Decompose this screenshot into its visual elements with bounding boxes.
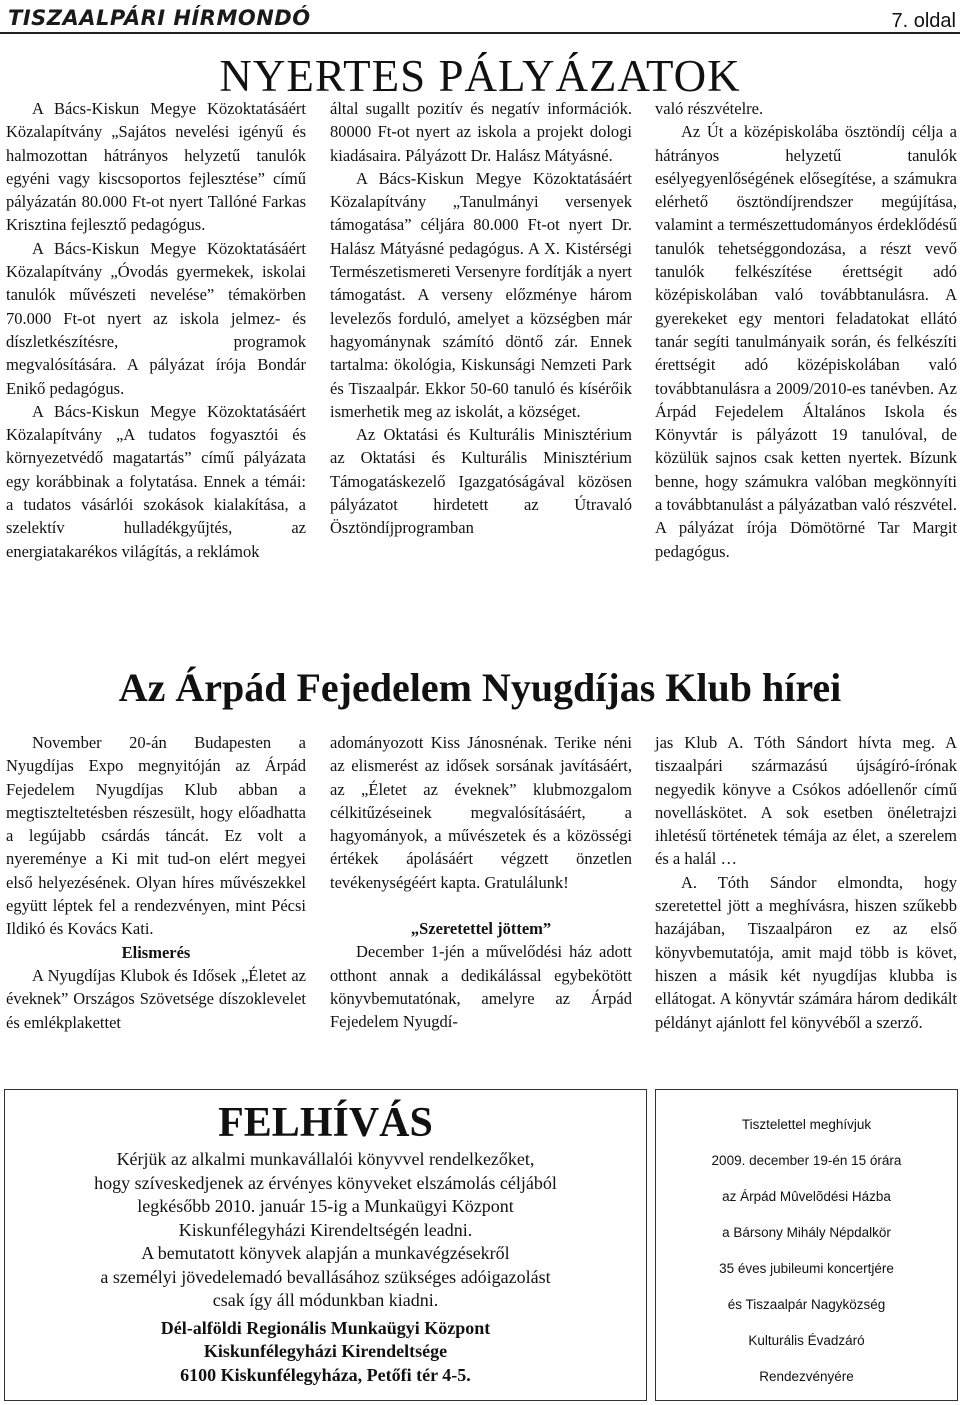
grants-column-1 bbox=[6, 97, 306, 632]
invitation-line: az Árpád Mûvelõdési Házba bbox=[722, 1189, 891, 1204]
page-number: 7. oldal bbox=[891, 10, 956, 32]
paragraph: December 1-jén a művelődési ház adott otthont annak a dedikálással egybekötött könyvbemutatónak, amelyre az Árpád Fejedelem Nyugdí- bbox=[330, 942, 632, 1032]
notice-line: a személyi jövedelemadó bevallásához szükséges adóigazolást bbox=[100, 1266, 551, 1287]
signature-line: 6100 Kiskunfélegyháza, Petőfi tér 4-5. bbox=[180, 1364, 471, 1385]
paragraph: adományozott Kiss Jánosnénak. Terike néni az elismerést az idősek sorsának javításáért, az „Életet az éveknek” klubmozgalom célkitűzéseinek megvalósításáért, a hagyományok, a művészetek és a közösségi értékek ápolásáért végzett önzetlen tevékenységéért kapta. Gratulálunk! bbox=[330, 733, 632, 892]
masthead: TISZAALPÁRI HÍRMONDÓ bbox=[8, 6, 311, 30]
subheading: „Szeretettel jöttem” bbox=[410, 919, 552, 939]
paragraph: A Nyugdíjas Klubok és Idősek „Életet az éveknek” Országos Szövetsége díszoklevelet és emlékplakettet bbox=[6, 965, 306, 1032]
paragraph: November 20-án Budapesten a Nyugdíjas Expo megnyitóján az Árpád Fejedelem Nyugdíjas Klub abban a megtiszteltetésben részesült, hogy előadhatta a legújabb csárdás táncát. Ez volt a nyereménye a Ki mit tud-on elért megyei első helyezésének. Olyan híres művészekkel együtt léptek fel a rendezvényen, mint Pécsi Ildikó és Kovács Kati. bbox=[6, 733, 306, 939]
notice-line: legkésőbb 2010. január 15-ig a Munkaügyi Központ bbox=[137, 1196, 514, 1216]
invitation-line: és Tiszaalpár Nagyközség bbox=[727, 1297, 886, 1312]
notice-title: FELHÍVÁS bbox=[218, 1100, 433, 1146]
notice-line: csak így áll módunkban kiadni. bbox=[212, 1290, 439, 1310]
paragraph: A Bács-Kiskun Megye Közoktatásáért Közalapítvány „Sajátos nevelési igényű és halmozottan hátrányos helyzetű tanulók egyéni vagy kiscsoportos fejlesztése” című pályázatán 80.000 Ft-ot nyert Tallóné Farkas Krisztina fejlesztő pedagógus. bbox=[6, 99, 306, 235]
paragraph: A. Tóth Sándor elmondta, hogy szeretettel jött a meghívásra, hiszen szűkebb hazájában, Tiszaalpáron ez az első könyvbemutatója, amit majd több is követ, hiszen a másik két nyugdíjas klubba is ellátogat. A könyvtár számára három dedikált példányt ajánlott fel könyvéből a szerző. bbox=[655, 872, 957, 1032]
notice-line: A bemutatott könyvek alapján a munkavégzésekről bbox=[141, 1243, 510, 1263]
club-column-2 bbox=[330, 731, 632, 1071]
invitation-line: 2009. december 19-én 15 órára bbox=[711, 1153, 902, 1168]
paragraph: való részvételre. bbox=[655, 99, 764, 118]
paragraph: A Bács-Kiskun Megye Közoktatásáért Közalapítvány „Tanulmányi versenyek támogatása” céljára 80.000 Ft-ot nyert Dr. Halász Mátyásné pedagógus. A X. Kistérségi Természetismereti Versenyre fordítják a nyert támogatást. A verseny előzménye három levelezős forduló, amelyet a községben már hagyománynak számító döntő zár. Ennek tartalma: ökológia, Kiskunsági Nemzeti Park és Tiszaalpár. Ekkor 50-60 tanuló és kísérőik ismerhetik meg az iskolát, a községet. bbox=[330, 168, 632, 421]
notice-line: hogy szíveskedjenek az érvényes könyveket elszámolás céljából bbox=[94, 1172, 557, 1193]
grants-column-2 bbox=[330, 97, 632, 632]
notice-signature bbox=[5, 1317, 646, 1388]
section-headline-pensioners-club: Az Árpád Fejedelem Nyugdíjas Klub hírei bbox=[118, 665, 842, 710]
paragraph: A Bács-Kiskun Megye Közoktatásáért Közalapítvány „Óvodás gyermekek, iskolai tanulók művészeti nevelése” témakörben 70.000 Ft-ot nyert az iskola jelmez- és díszletkészítésre, programok megvalósítására. A pályázat írója Bondár Enikő pedagógus. bbox=[6, 238, 306, 398]
invitation-line: Rendezvényére bbox=[759, 1369, 854, 1384]
invitation-line: Tisztelettel meghívjuk bbox=[741, 1117, 872, 1132]
subheading: Elismerés bbox=[121, 942, 191, 962]
paragraph: Az Oktatási és Kulturális Minisztérium az Oktatási és Kulturális Minisztérium Támogatáskezelő Igazgatóságával közösen pályázatot hirdetett az Útravaló Ösztöndíjprogramban bbox=[330, 425, 632, 538]
invitation-line: a Bársony Mihály Népdalkör bbox=[722, 1225, 891, 1240]
invitation-line: 35 éves jubileumi koncertjére bbox=[719, 1261, 894, 1276]
paragraph: Az Út a középiskolába ösztöndíj célja a hátrányos helyzetű tanulók esélyegyenlőségének elősegítése, a számukra elérhető ösztöndíjrendszer megújítása, valamint a természettudományos érdeklődésű tanulók tehetséggondozása, a részt vevő tanulók felkészítése érettségit adó középiskolában való továbbtanulásra. A gyerekeket egy mentori feladatokat ellátó tanár segíti tanulmányaik során, és felkészíti érettségit adó középiskolában való továbbtanulásra a 2009/2010-es tanévben. Az Árpád Fejedelem Általános Iskola és Könyvtár is pályázott 19 tanulóval, de közülük sajnos csak ketten nyertek. Bízunk benne, hogy számukra valóban megkönnyíti a továbbtanulást a pályázatban való részvétel. A pályázat írója Dömötörné Tar Margit pedagógus. bbox=[655, 122, 957, 561]
signature-line: Kiskunfélegyházi Kirendeltsége bbox=[203, 1341, 448, 1361]
club-column-3 bbox=[655, 731, 957, 1071]
invitation-line: Kulturális Évadzáró bbox=[748, 1333, 865, 1348]
header-rule bbox=[0, 32, 960, 34]
notice-line: Kiskunfélegyházi Kirendeltségén leadni. bbox=[178, 1219, 473, 1240]
paragraph: által sugallt pozitív és negatív információk. 80000 Ft-ot nyert az iskola a projekt dologi kiadásaira. Pályázott Dr. Halász Mátyásné. bbox=[330, 99, 632, 165]
club-column-1 bbox=[6, 731, 306, 1071]
notice-box bbox=[4, 1089, 647, 1401]
paragraph: A Bács-Kiskun Megye Közoktatásáért Közalapítvány „A tudatos fogyasztói és környezetvédő magatartás” című pályázata egy korábbinak a folytatása. Ennek a témái: a tudatos vásárlói szokások kialakítása, a szelektív hulladékgyűjtés, az energiatakarékos világítás, a reklámok bbox=[6, 401, 306, 561]
section-headline-winning-grants: NYERTES PÁLYÁZATOK bbox=[219, 51, 741, 101]
paragraph: jas Klub A. Tóth Sándort hívta meg. A tiszaalpári származású újságíró-írónak negyedik könyve a Csókos adóellenőr című novelláskötet. A sok esetben önéletrajzi ihletésű történetek témája az élet, a szerelem és a halál … bbox=[655, 733, 957, 869]
signature-line: Dél-alföldi Regionális Munkaügyi Központ bbox=[160, 1317, 491, 1338]
invitation-box bbox=[655, 1089, 958, 1401]
notice-line: Kérjük az alkalmi munkavállalói könyvvel rendelkezőket, bbox=[116, 1149, 535, 1169]
notice-body bbox=[5, 1148, 646, 1313]
grants-column-3 bbox=[655, 97, 957, 632]
